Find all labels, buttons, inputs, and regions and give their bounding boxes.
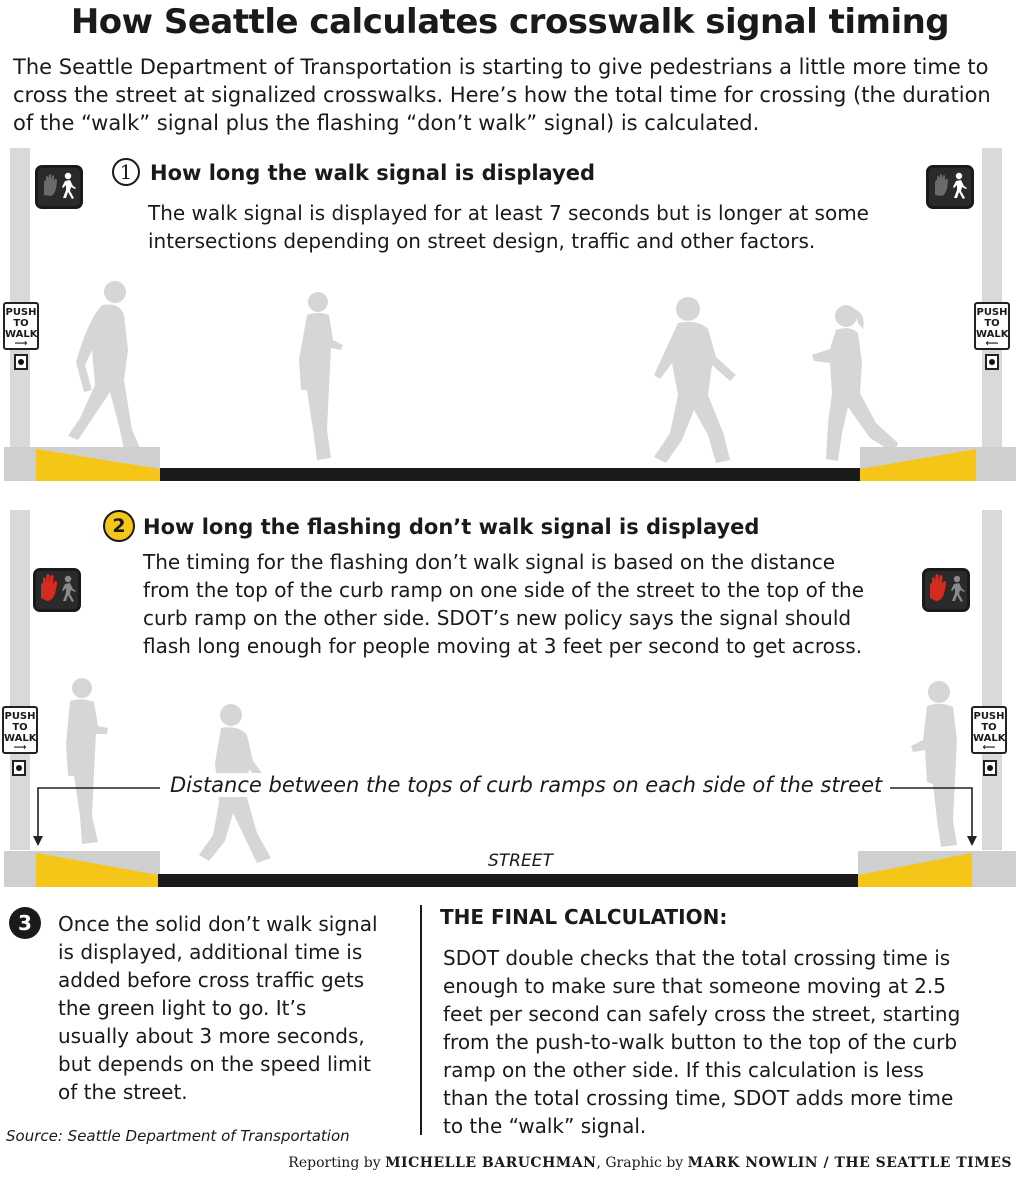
- step2-body: The timing for the flashing don’t walk signal is based on the distance from the top of the curb ramp on one side of the street to the top of the curb ramp on the other side. SDOT’s new policy says the signal should flash long enough for people moving at 3 feet per second to get across.: [143, 550, 865, 658]
- final-body: SDOT double checks that the total crossing time is enough to make sure that someone moving at 2.5 feet per second can safely cross the street, starting from the push-to-walk button to the top of the curb ramp on the other side. If this calculation is less than the total crossing time, SDOT adds more time to the “walk” signal.: [443, 946, 961, 1138]
- step2-heading: How long the flashing don’t walk signal is displayed: [143, 515, 760, 539]
- reporting-prefix: Reporting by: [288, 1155, 386, 1171]
- street-surface: [160, 468, 860, 481]
- street-label: STREET: [488, 851, 553, 871]
- artist-name: MARK NOWLIN / THE SEATTLE TIMES: [687, 1155, 1012, 1171]
- push-label: PUSH: [4, 711, 36, 722]
- walk-signal-icon: [35, 165, 83, 209]
- push-to-walk-sign: [2, 706, 38, 754]
- step-number-2: 2: [103, 510, 135, 542]
- push-button: [985, 354, 999, 370]
- arrow-left-icon: ⟵: [985, 339, 999, 349]
- push-label: PUSH: [5, 307, 37, 318]
- step1-heading: How long the walk signal is displayed: [150, 161, 596, 185]
- push-label: PUSH: [976, 307, 1008, 318]
- push-button: [14, 354, 28, 370]
- push-button: [12, 760, 26, 776]
- to-label: TO: [981, 722, 997, 733]
- push-to-walk-sign: [3, 302, 39, 350]
- left-curb-ramp: [36, 447, 160, 481]
- pedestrian-silhouette: [650, 295, 745, 470]
- final-heading: THE FINAL CALCULATION:: [440, 905, 728, 929]
- page-title: How Seattle calculates crosswalk signal timing: [70, 2, 950, 42]
- credit-line: [288, 1155, 1012, 1171]
- push-button: [983, 760, 997, 776]
- push-label: PUSH: [973, 711, 1005, 722]
- arrow-right-icon: ⟶: [13, 743, 27, 753]
- step3-body: Once the solid don’t walk signal is displayed, additional time is added before cross traffic gets the green light to go. It’s usually about 3 more seconds, but depends on the speed limit of the street.: [58, 912, 378, 1104]
- source-note: Source: Seattle Department of Transportation: [6, 1127, 350, 1145]
- left-signal-pole: [10, 510, 30, 850]
- graphic-prefix: , Graphic by: [596, 1155, 688, 1171]
- walk-label: WALK: [5, 329, 38, 340]
- street-surface: [158, 874, 858, 887]
- step-number-3: 3: [9, 907, 41, 939]
- left-signal-pole: [10, 148, 30, 448]
- push-to-walk-sign: [974, 302, 1010, 350]
- intro-text: The Seattle Department of Transportation is starting to give pedestrians a little more time to cross the street at signalized crosswalks. Here’s how the total time for crossing (the duration of the “walk” signal plus the flashing “don’t walk” signal) is calculated.: [13, 55, 991, 135]
- arrow-left-icon: ⟵: [982, 743, 996, 753]
- flashing-dont-walk-signal-icon: [922, 568, 970, 612]
- arrow-right-icon: ⟶: [14, 339, 28, 349]
- to-label: TO: [984, 318, 1000, 329]
- to-label: TO: [12, 722, 28, 733]
- step1-body: The walk signal is displayed for at least 7 seconds but is longer at some intersections depending on street design, traffic and other factors.: [148, 201, 869, 253]
- panel-flashing-dont-walk: [0, 508, 1020, 890]
- to-label: TO: [13, 318, 29, 329]
- step-number-1: 1: [112, 158, 140, 186]
- pedestrian-silhouette: [283, 290, 353, 468]
- right-signal-pole: [982, 510, 1002, 850]
- right-curb-ramp: [858, 851, 972, 887]
- pedestrian-silhouette: [808, 303, 908, 471]
- right-signal-pole: [982, 148, 1002, 448]
- walk-label: WALK: [976, 329, 1009, 340]
- right-curb-ramp: [860, 447, 976, 481]
- push-to-walk-sign: [971, 706, 1007, 754]
- pedestrian-silhouette: [40, 280, 160, 460]
- panel-walk-signal: [0, 145, 1020, 485]
- distance-label: Distance between the tops of curb ramps on each side of the street: [162, 773, 890, 797]
- left-curb-ramp: [36, 851, 158, 887]
- walk-label: WALK: [4, 733, 37, 744]
- column-divider: [420, 905, 422, 1135]
- flashing-dont-walk-signal-icon: [33, 568, 81, 612]
- walk-signal-icon: [926, 165, 974, 209]
- reporter-name: MICHELLE BARUCHMAN: [385, 1155, 597, 1171]
- walk-label: WALK: [973, 733, 1006, 744]
